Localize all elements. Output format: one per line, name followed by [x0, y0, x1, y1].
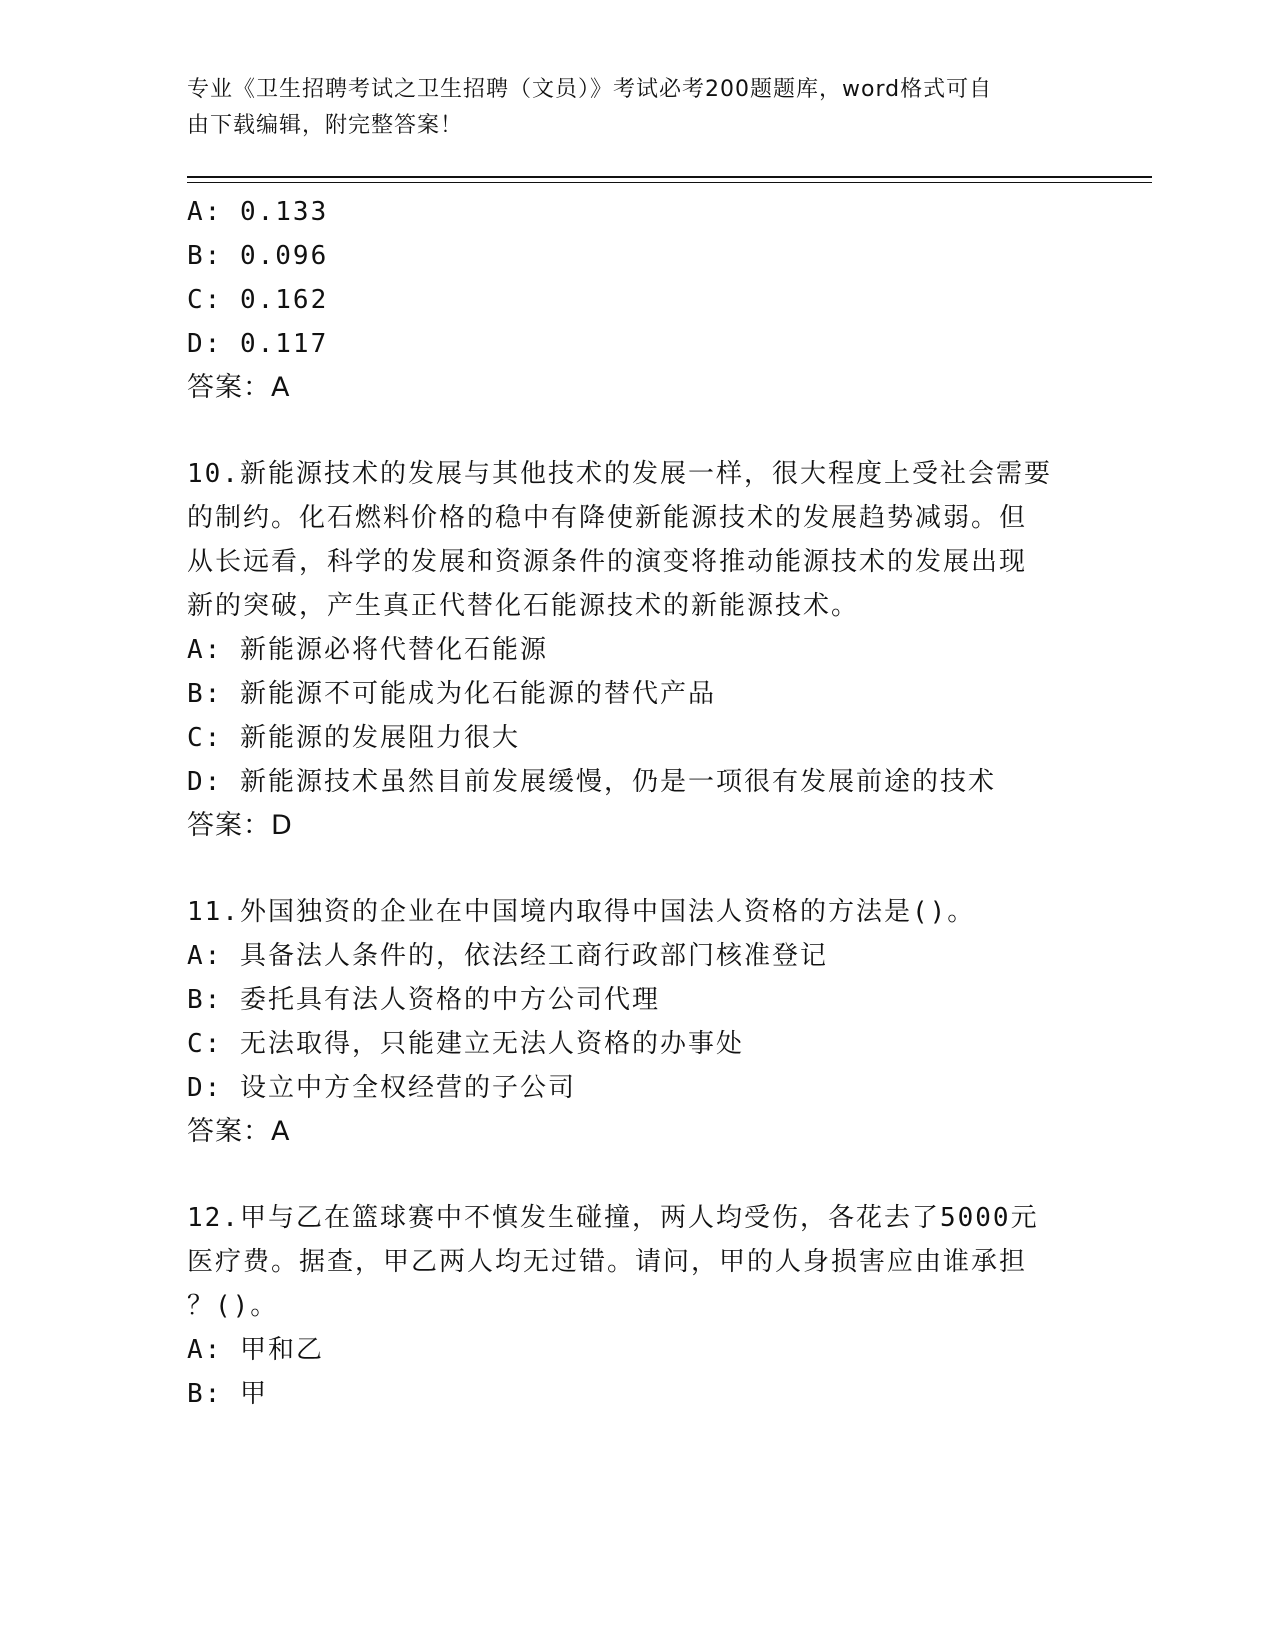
q10-option-b: B: 新能源不可能成为化石能源的替代产品	[187, 679, 716, 709]
q9-option-a: A: 0.133	[187, 197, 329, 227]
q12-option-b: B: 甲	[187, 1379, 268, 1409]
q10-stem-line-3: 从长远看，科学的发展和资源条件的演变将推动能源技术的发展出现	[187, 547, 1028, 577]
header-line-2: 由下载编辑，附完整答案！	[187, 113, 464, 138]
q10-option-a: A: 新能源必将代替化石能源	[187, 635, 548, 665]
header-divider-thick	[187, 176, 1152, 178]
q11-option-a: A: 具备法人条件的，依法经工商行政部门核准登记	[187, 941, 828, 971]
q10-stem-line-4: 新的突破，产生真正代替化石能源技术的新能源技术。	[187, 591, 860, 621]
q10-stem-line-2: 的制约。化石燃料价格的稳中有降使新能源技术的发展趋势减弱。但	[187, 503, 1028, 533]
q12-stem-line-2: 医疗费。据查，甲乙两人均无过错。请问，甲的人身损害应由谁承担	[187, 1247, 1028, 1277]
header-line-1: 专业《卫生招聘考试之卫生招聘（文员）》考试必考200题题库，word格式可自	[187, 77, 993, 102]
q11-answer: 答案：A	[187, 1116, 291, 1147]
q12-stem-line-1: 12.甲与乙在篮球赛中不慎发生碰撞，两人均受伤，各花去了5000元	[187, 1203, 1039, 1233]
q9-answer: 答案：A	[187, 372, 291, 403]
q10-answer: 答案：D	[187, 810, 293, 841]
q11-option-c: C: 无法取得，只能建立无法人资格的办事处	[187, 1029, 744, 1059]
q11-stem-line-1: 11.外国独资的企业在中国境内取得中国法人资格的方法是()。	[187, 897, 976, 927]
document-header	[187, 72, 1067, 144]
q10-option-c: C: 新能源的发展阻力很大	[187, 723, 520, 753]
q11-option-d: D: 设立中方全权经营的子公司	[187, 1073, 576, 1103]
q9-option-c: C: 0.162	[187, 285, 329, 315]
q12-stem-line-3: ？()。	[187, 1291, 279, 1321]
q12-option-a: A: 甲和乙	[187, 1335, 324, 1365]
q9-option-b: B: 0.096	[187, 241, 329, 271]
header-divider-thin	[187, 182, 1152, 183]
q10-stem-line-1: 10.新能源技术的发展与其他技术的发展一样，很大程度上受社会需要	[187, 459, 1052, 489]
q10-option-d: D: 新能源技术虽然目前发展缓慢，仍是一项很有发展前途的技术	[187, 767, 996, 797]
q9-option-d: D: 0.117	[187, 329, 329, 359]
q11-option-b: B: 委托具有法人资格的中方公司代理	[187, 985, 660, 1015]
